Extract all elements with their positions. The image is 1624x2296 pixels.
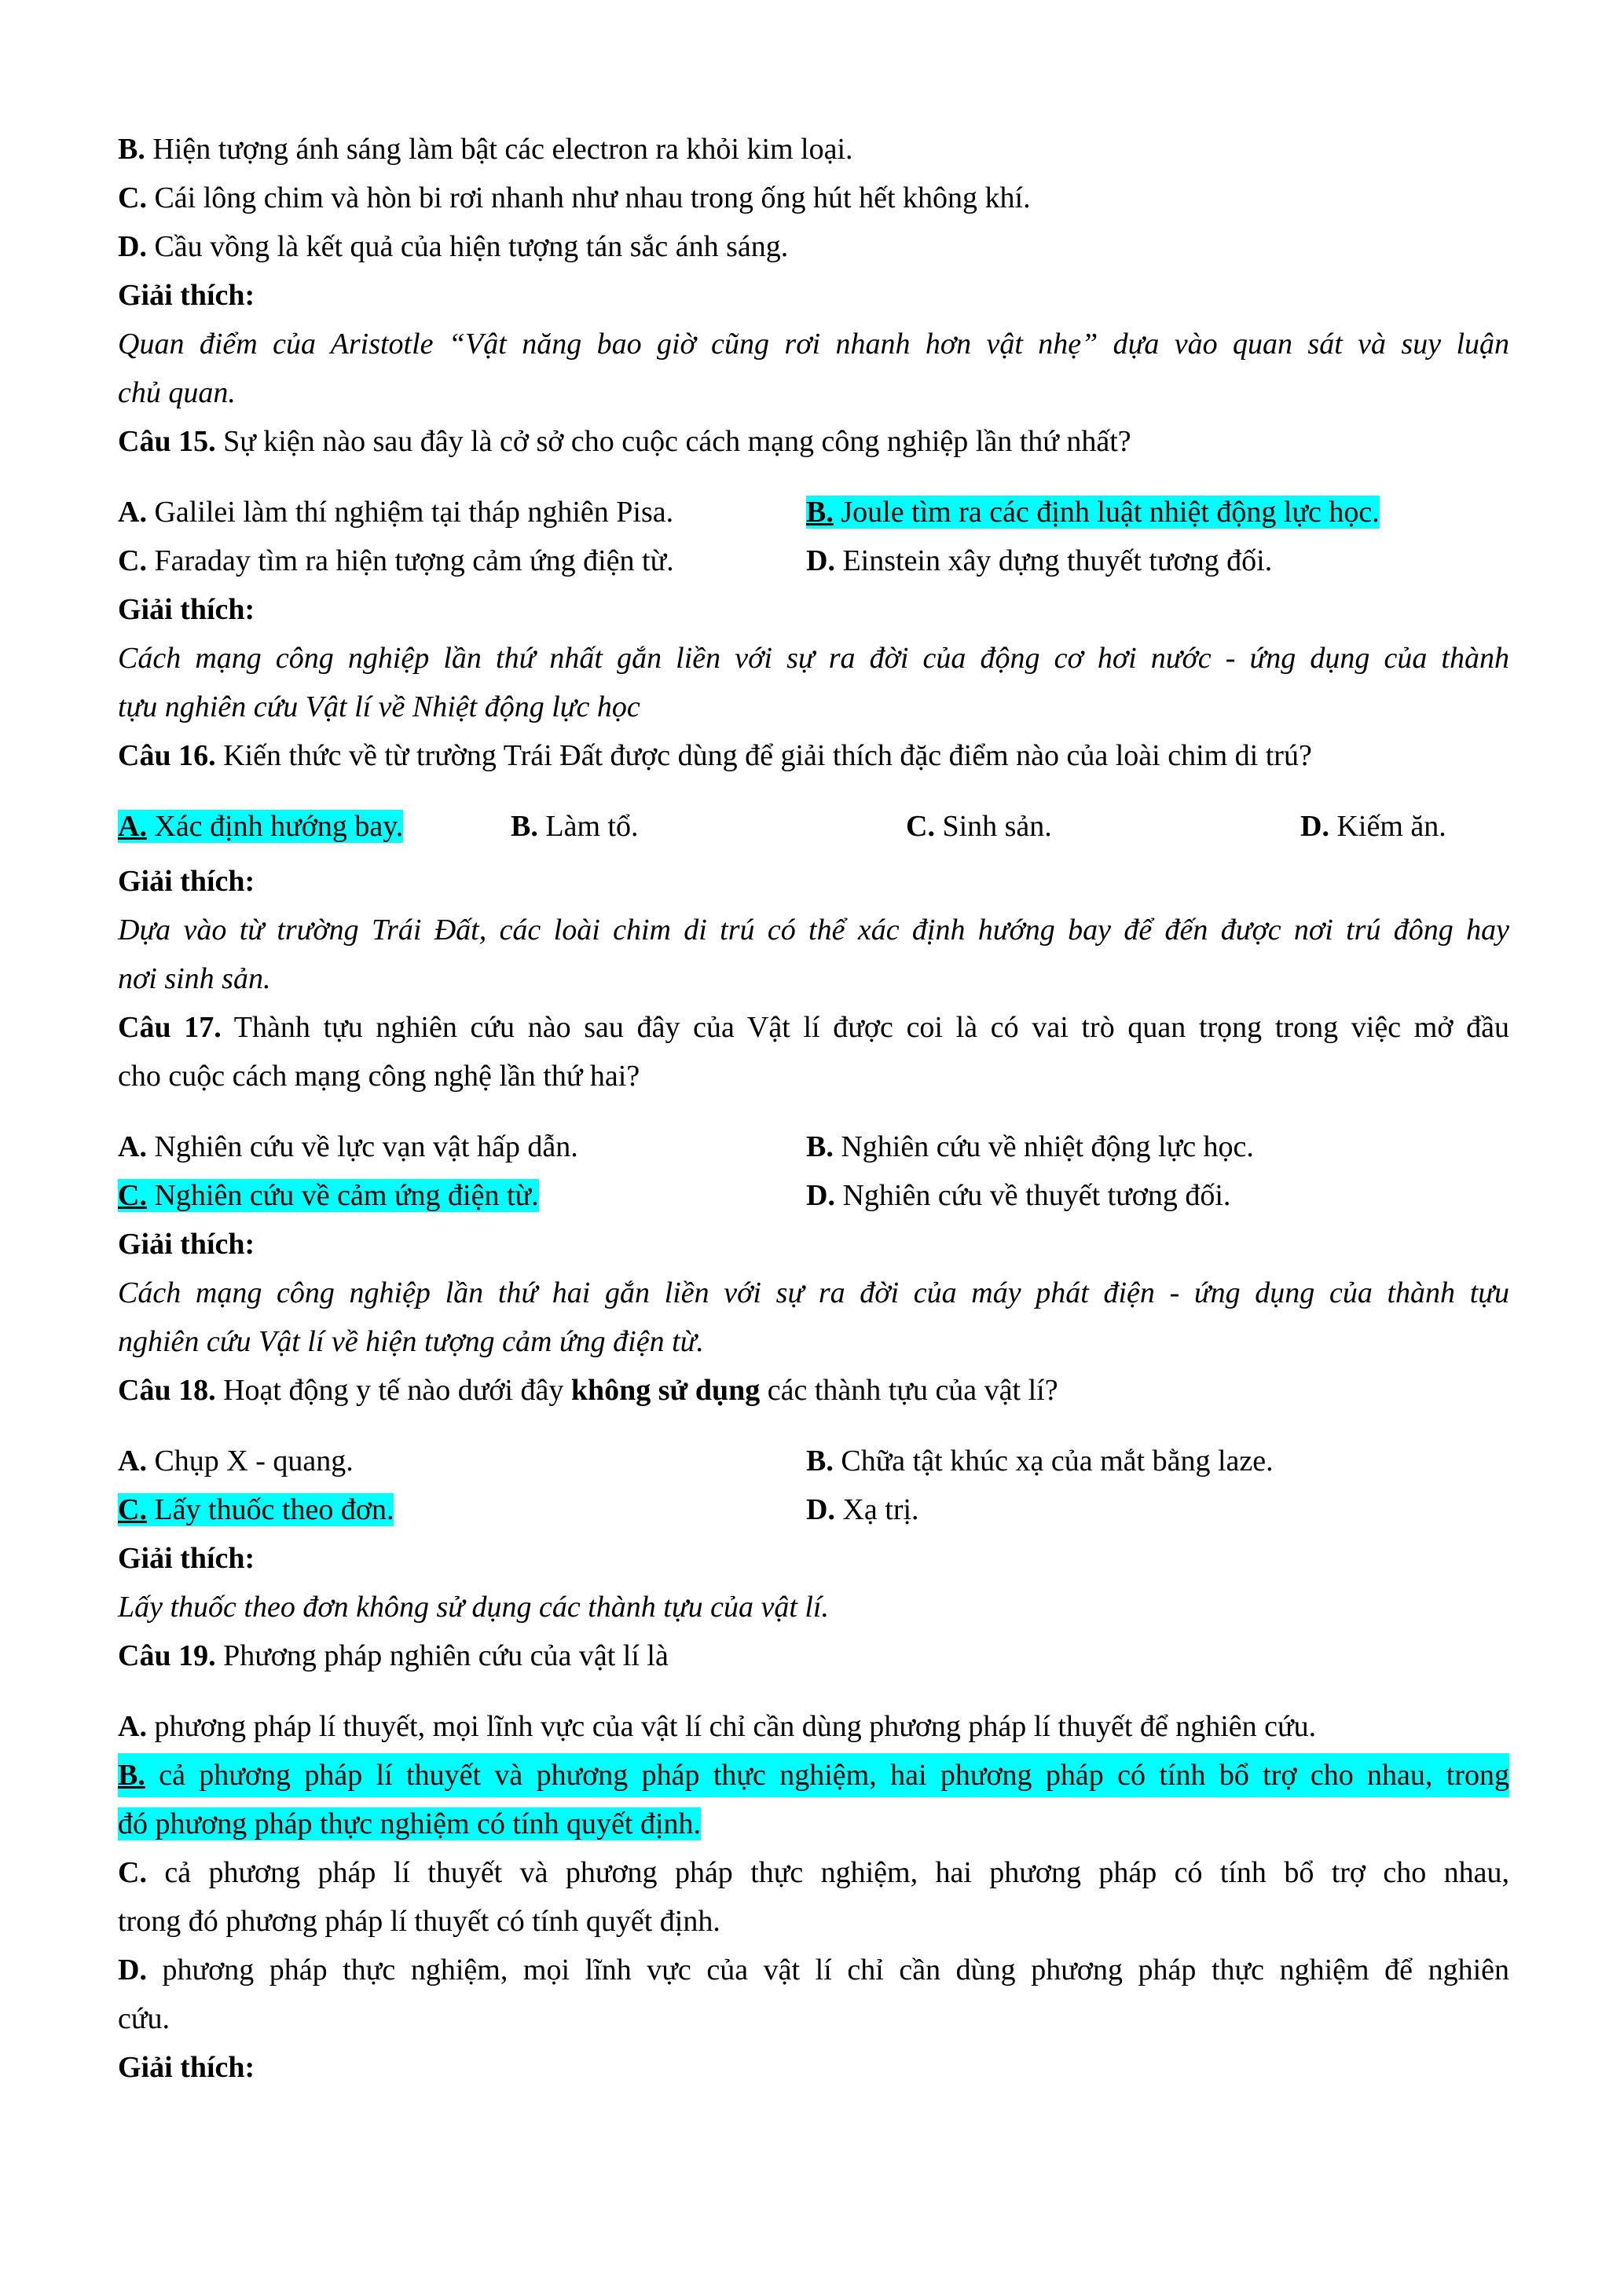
option-letter: D. (806, 1179, 835, 1212)
option-text: Cái lông chim và hòn bi rơi nhanh như nhau trong ống hút hết không khí. (146, 181, 1031, 214)
option-letter: C. (118, 544, 147, 577)
option-letter: C. (118, 1856, 147, 1889)
explain-text: Quan điểm của Aristotle “Vật năng bao giờ cũng rơi nhanh hơn vật nhẹ” dựa vào quan sát và suy luận (118, 328, 1509, 361)
option-letter: A. (118, 1710, 147, 1743)
option-letter: D. (118, 230, 147, 263)
question-18 (118, 1368, 1058, 1412)
option-text: Kiếm ăn. (1329, 810, 1446, 843)
option-text: Nghiên cứu về nhiệt động lực học. (833, 1130, 1254, 1163)
explain-text: Cách mạng công nghiệp lần thứ hai gắn liền với sự ra đời của máy phát điện - ứng dụng của thành tựu (118, 1276, 1509, 1309)
q19-option-c (118, 1851, 1509, 1895)
option-text: cả phương pháp lí thuyết và phương pháp thực nghiệm, hai phương pháp có tính bổ trợ cho nhau, (146, 1856, 1509, 1889)
option-text: cả phương pháp lí thuyết và phương pháp thực nghiệm, hai phương pháp có tính bổ trợ cho nhau, trong (145, 1759, 1509, 1792)
question-number: Câu 18. (118, 1374, 216, 1407)
question-number: Câu 15. (118, 425, 216, 458)
q17-option-c-correct (118, 1174, 539, 1218)
option-letter: B. (511, 810, 538, 843)
explain-text: Cách mạng công nghiệp lần thứ nhất gắn liền với sự ra đời của động cơ hơi nước - ứng dụng của thành (118, 642, 1509, 675)
explain-text: nghiên cứu Vật lí về hiện tượng cảm ứng điện từ. (118, 1325, 704, 1358)
question-number: Câu 19. (118, 1639, 216, 1672)
q15-option-a (118, 490, 673, 534)
explain-heading: Giải thích: (118, 1542, 255, 1575)
option-text: đó phương pháp thực nghiệm có tính quyết định. (118, 1807, 702, 1840)
option-letter: B. (118, 1759, 145, 1792)
option-letter: B. (118, 133, 145, 166)
option-letter: C. (118, 1493, 147, 1526)
q16-option-b (511, 804, 639, 848)
explain-text: chủ quan. (118, 376, 236, 409)
option-text: Faraday tìm ra hiện tượng cảm ứng điện từ. (146, 544, 674, 577)
option-letter: C. (118, 1179, 147, 1212)
question-emphasis: không sử dụng (570, 1374, 761, 1407)
q17-option-a (118, 1125, 578, 1169)
question-text: cho cuộc cách mạng công nghệ lần thứ hai? (118, 1060, 640, 1093)
option-d (118, 225, 788, 269)
question-15 (118, 419, 1131, 463)
q17-option-d (806, 1174, 1230, 1218)
question-17 (118, 1005, 1509, 1049)
question-text: Sự kiện nào sau đây là cở sở cho cuộc cách mạng công nghiệp lần thứ nhất? (215, 425, 1131, 458)
option-letter: A. (118, 810, 147, 843)
question-text: Hoạt động y tế nào dưới đây (215, 1374, 571, 1407)
option-text: Cầu vồng là kết quả của hiện tượng tán sắc ánh sáng. (146, 230, 789, 263)
explain-heading: Giải thích: (118, 865, 255, 898)
option-text: cứu. (118, 2002, 170, 2035)
q19-option-b-correct (118, 1753, 1509, 1797)
option-letter: A. (118, 1130, 147, 1163)
question-text: Thành tựu nghiên cứu nào sau đây của Vật lí được coi là có vai trò quan trọng trong việc mở đầu (221, 1011, 1509, 1044)
option-letter: B. (806, 496, 834, 529)
option-text: Lấy thuốc theo đơn. (146, 1493, 394, 1526)
explain-text: tựu nghiên cứu Vật lí về Nhiệt động lực học (118, 690, 640, 723)
option-letter: D. (118, 1954, 147, 1987)
q18-option-b (806, 1439, 1274, 1483)
explain-text: Lấy thuốc theo đơn không sử dụng các thành tựu của vật lí. (118, 1591, 829, 1624)
question-text: Phương pháp nghiên cứu của vật lí là (215, 1639, 669, 1672)
explain-heading: Giải thích: (118, 279, 255, 312)
option-b (118, 127, 853, 171)
option-letter: A. (118, 496, 147, 529)
q18-option-c-correct (118, 1488, 394, 1532)
option-letter: D. (806, 1493, 835, 1526)
q18-option-a (118, 1439, 354, 1483)
explain-text: Dựa vào từ trường Trái Đất, các loài chim di trú có thể xác định hướng bay để đến được nơi trú đông hay (118, 914, 1509, 947)
option-letter: D. (1300, 810, 1329, 843)
q15-option-c (118, 539, 674, 583)
option-text: phương pháp thực nghiệm, mọi lĩnh vực của vật lí chỉ cần dùng phương pháp thực nghiệm để nghiên (146, 1954, 1509, 1987)
q15-option-b-correct (806, 490, 1380, 534)
option-letter: B. (806, 1130, 834, 1163)
option-letter: C. (118, 181, 147, 214)
q15-option-d (806, 539, 1272, 583)
option-text: phương pháp lí thuyết, mọi lĩnh vực của vật lí chỉ cần dùng phương pháp lí thuyết để nghiên cứu. (146, 1710, 1317, 1743)
option-letter: A. (118, 1445, 147, 1478)
option-text: Nghiên cứu về cảm ứng điện từ. (146, 1179, 539, 1212)
q19-option-a (118, 1705, 1316, 1749)
option-c (118, 176, 1031, 220)
option-text: Nghiên cứu về lực vạn vật hấp dẫn. (146, 1130, 578, 1163)
option-text: Xác định hướng bay. (146, 810, 404, 843)
q19-option-b-cont (118, 1802, 701, 1846)
q16-option-a-correct (118, 804, 403, 848)
option-letter: D. (806, 544, 835, 577)
option-letter: B. (806, 1445, 834, 1478)
option-text: trong đó phương pháp lí thuyết có tính quyết định. (118, 1905, 720, 1938)
explain-heading: Giải thích: (118, 1228, 255, 1261)
option-text: Hiện tượng ánh sáng làm bật các electron ra khỏi kim loại. (145, 133, 853, 166)
q17-option-b (806, 1125, 1254, 1169)
option-text: Xạ trị. (834, 1493, 919, 1526)
option-text: Nghiên cứu về thuyết tương đối. (834, 1179, 1231, 1212)
explain-heading: Giải thích: (118, 2051, 255, 2084)
option-text: Joule tìm ra các định luật nhiệt động lực học. (833, 496, 1380, 529)
explain-heading: Giải thích: (118, 593, 255, 626)
question-text: các thành tựu của vật lí? (760, 1374, 1058, 1407)
option-text: Chữa tật khúc xạ của mắt bằng laze. (833, 1445, 1274, 1478)
option-text: Galilei làm thí nghiệm tại tháp nghiên Pisa. (146, 496, 674, 529)
q18-option-d (806, 1488, 919, 1532)
option-letter: C. (906, 810, 935, 843)
option-text: Làm tổ. (537, 810, 639, 843)
question-16 (118, 734, 1312, 778)
q16-option-d (1300, 804, 1446, 848)
question-number: Câu 16. (118, 739, 216, 772)
option-text: Chụp X - quang. (146, 1445, 354, 1478)
question-text: Kiến thức về từ trường Trái Đất được dùng để giải thích đặc điểm nào của loài chim di trú? (215, 739, 1312, 772)
option-text: Einstein xây dựng thuyết tương đối. (834, 544, 1273, 577)
option-text: Sinh sản. (934, 810, 1052, 843)
q19-option-d (118, 1948, 1509, 1992)
q16-option-c (906, 804, 1052, 848)
question-number: Câu 17. (118, 1011, 222, 1044)
explain-text: nơi sinh sản. (118, 962, 271, 995)
question-19 (118, 1634, 669, 1678)
